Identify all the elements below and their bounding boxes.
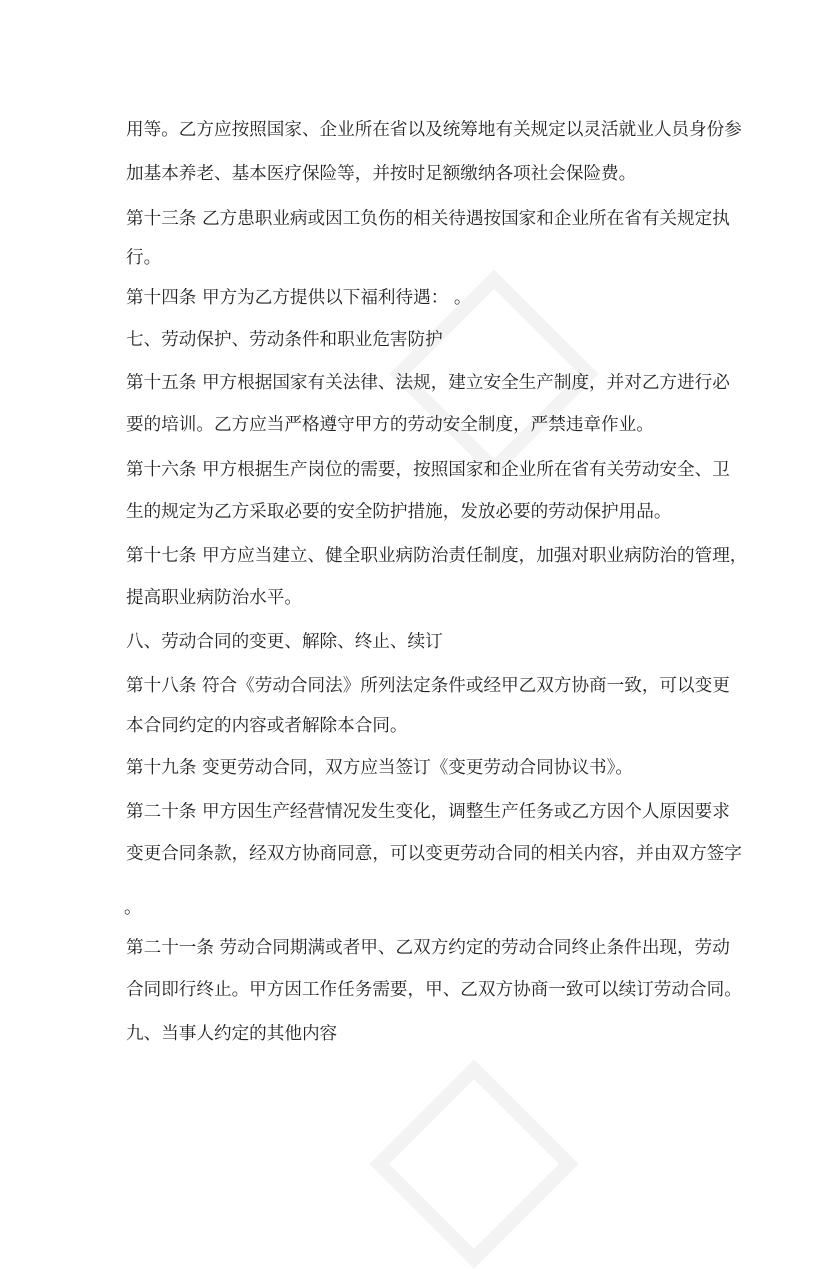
text-line: 行。 [126, 248, 162, 268]
text-line: 第十四条 甲方为乙方提供以下福利待遇： 。 [126, 288, 472, 308]
text-line: 第十八条 符合《劳动合同法》所列法定条件或经甲乙双方协商一致，可以变更 [126, 676, 730, 696]
text-line: 第十七条 甲方应当建立、健全职业病防治责任制度，加强对职业病防治的管理， [126, 546, 748, 566]
text-line: 第十五条 甲方根据国家有关法律、法规，建立安全生产制度，并对乙方进行必 [126, 373, 730, 393]
text-line: 用等。乙方应按照国家、企业所在省以及统筹地有关规定以灵活就业人员身份参 [126, 120, 742, 140]
text-line: 本合同约定的内容或者解除本合同。 [126, 716, 408, 736]
text-line: 第二十一条 劳动合同期满或者甲、乙双方约定的劳动合同终止条件出现，劳动 [126, 938, 730, 958]
text-line: 变更合同条款，经双方协商同意，可以变更劳动合同的相关内容，并由双方签字 [126, 844, 742, 864]
text-line: 合同即行终止。甲方因工作任务需要，甲、乙双方协商一致可以续订劳动合同。 [126, 980, 742, 1000]
text-line: 提高职业病防治水平。 [126, 588, 302, 608]
text-line: 生的规定为乙方采取必要的安全防护措施，发放必要的劳动保护用品。 [126, 502, 672, 522]
text-line: 第十六条 甲方根据生产岗位的需要，按照国家和企业所在省有关劳动安全、卫 [126, 460, 730, 480]
text-line: 要的培训。乙方应当严格遵守甲方的劳动安全制度，严禁违章作业。 [126, 415, 654, 435]
text-line: 八、劳动合同的变更、解除、终止、续订 [126, 632, 443, 652]
text-line: 第二十条 甲方因生产经营情况发生变化，调整生产任务或乙方因个人原因要求 [126, 802, 730, 822]
text-line: 九、当事人约定的其他内容 [126, 1024, 338, 1044]
text-line: 加基本养老、基本医疗保险等，并按时足额缴纳各项社会保险费。 [126, 164, 637, 184]
watermark-shape [369, 1059, 578, 1268]
text-line: 。 [124, 898, 142, 918]
text-line: 第十三条 乙方患职业病或因工负伤的相关待遇按国家和企业所在省有关规定执 [126, 209, 730, 229]
text-line: 第十九条 变更劳动合同，双方应当签订《变更劳动合同协议书》。 [126, 758, 634, 778]
text-line: 七、劳动保护、劳动条件和职业危害防护 [126, 330, 443, 350]
